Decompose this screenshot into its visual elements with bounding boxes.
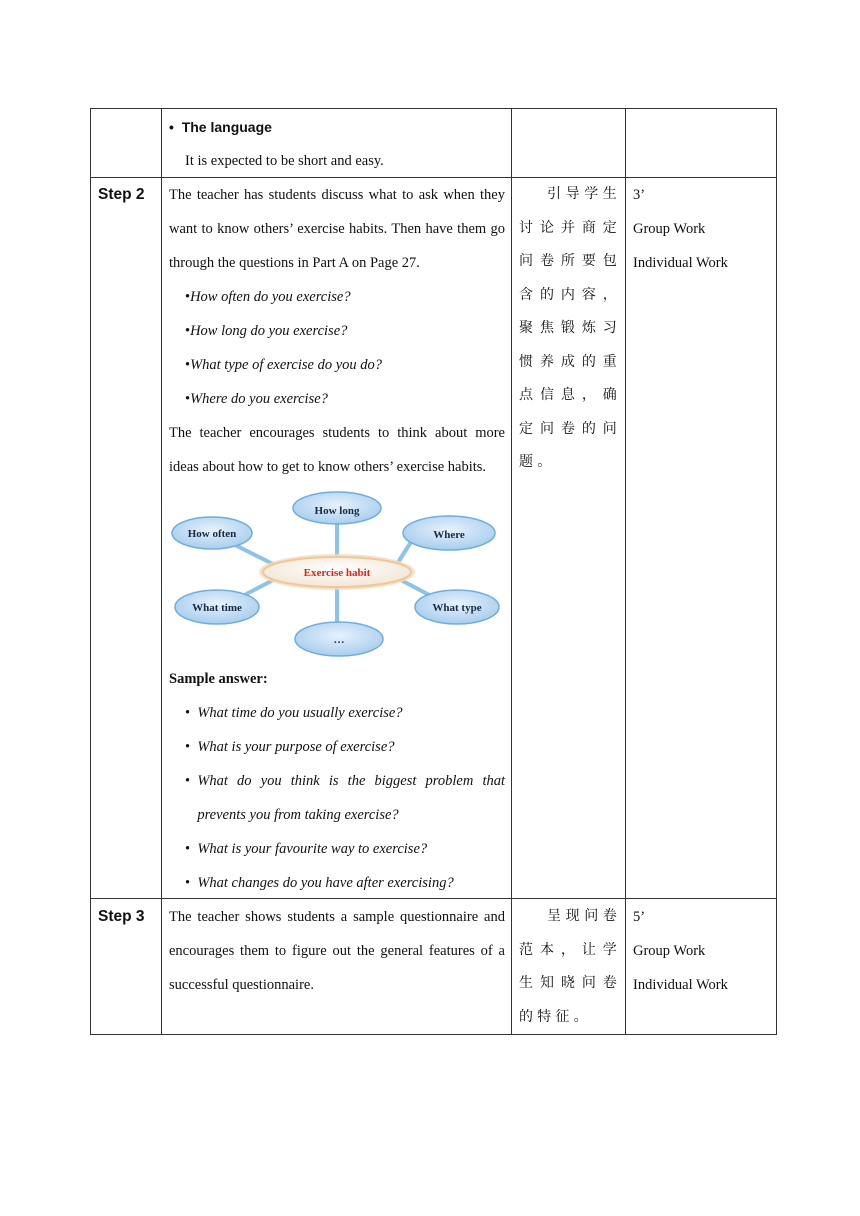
node-where-label: Where	[433, 529, 465, 541]
question-item: •How often do you exercise?	[185, 289, 351, 305]
sample-item: • What time do you usually exercise?	[185, 705, 403, 721]
row0-content	[169, 110, 505, 178]
step3-mode-individual: Individual Work	[633, 977, 728, 993]
center-node-label: Exercise habit	[303, 567, 371, 579]
grid-line	[776, 108, 777, 1035]
question-item: •How long do you exercise?	[185, 323, 348, 339]
sample-answers	[169, 662, 505, 900]
grid-line	[90, 108, 777, 109]
step2-label: Step 2	[98, 186, 145, 203]
language-heading	[169, 110, 505, 144]
step2-encourage: The teacher encourages students to think about more ideas about how to get to know others’ exercise habits.	[169, 425, 505, 475]
grid-line	[90, 1034, 777, 1035]
question-item: •Where do you exercise?	[185, 391, 328, 407]
step2-organization	[633, 178, 773, 280]
grid-line	[625, 108, 626, 1035]
step3-time: 5’	[633, 909, 646, 925]
step2-mode-group: Group Work	[633, 221, 706, 237]
step3-purpose: 呈现问卷范本，让学生知晓问卷的特征。	[519, 908, 621, 1025]
sample-heading: Sample answer:	[169, 671, 268, 687]
step2-content	[169, 178, 505, 484]
step2-mode-individual: Individual Work	[633, 255, 728, 271]
step3-organization	[633, 900, 773, 1002]
mindmap-nodes	[172, 492, 499, 656]
grid-line	[511, 108, 512, 1035]
node-how-often-label: How often	[187, 528, 237, 540]
node-more-label: …	[333, 634, 345, 646]
exercise-habit-mindmap	[165, 488, 505, 664]
language-text: It is expected to be short and easy.	[185, 153, 384, 169]
grid-line	[161, 108, 162, 1035]
node-what-type-label: What type	[432, 602, 482, 614]
language-heading-text: The language	[181, 119, 272, 135]
node-how-long-label: How long	[314, 505, 360, 517]
sample-item: • What is your favourite way to exercise?	[185, 841, 428, 857]
grid-line	[90, 108, 91, 1035]
sample-list	[169, 696, 505, 900]
step3-text: The teacher shows students a sample questionnaire and encourages them to figure out the general features of a successful questionnaire.	[169, 909, 505, 993]
sample-item: • What changes do you have after exercising?	[185, 875, 454, 891]
step2-time: 3’	[633, 187, 646, 203]
node-what-time-label: What time	[192, 602, 242, 614]
step2-purpose: 引导学生讨论并商定问卷所要包含的内容，聚焦锻炼习惯养成的重点信息，确定问卷的问题。	[519, 186, 621, 470]
sample-item: • What is your purpose of exercise?	[185, 739, 395, 755]
step3-label: Step 3	[98, 908, 145, 925]
bullet-dot: •	[169, 119, 182, 135]
sample-item: • What do you think is the biggest problem that prevents you from taking exercise?	[185, 773, 505, 823]
step3-mode-group: Group Work	[633, 943, 706, 959]
question-list	[169, 280, 505, 416]
step2-intro: The teacher has students discuss what to ask when they want to know others’ exercise habits. Then have them go through the questions in Part A on Page 27.	[169, 187, 505, 271]
question-item: •What type of exercise do you do?	[185, 357, 383, 373]
